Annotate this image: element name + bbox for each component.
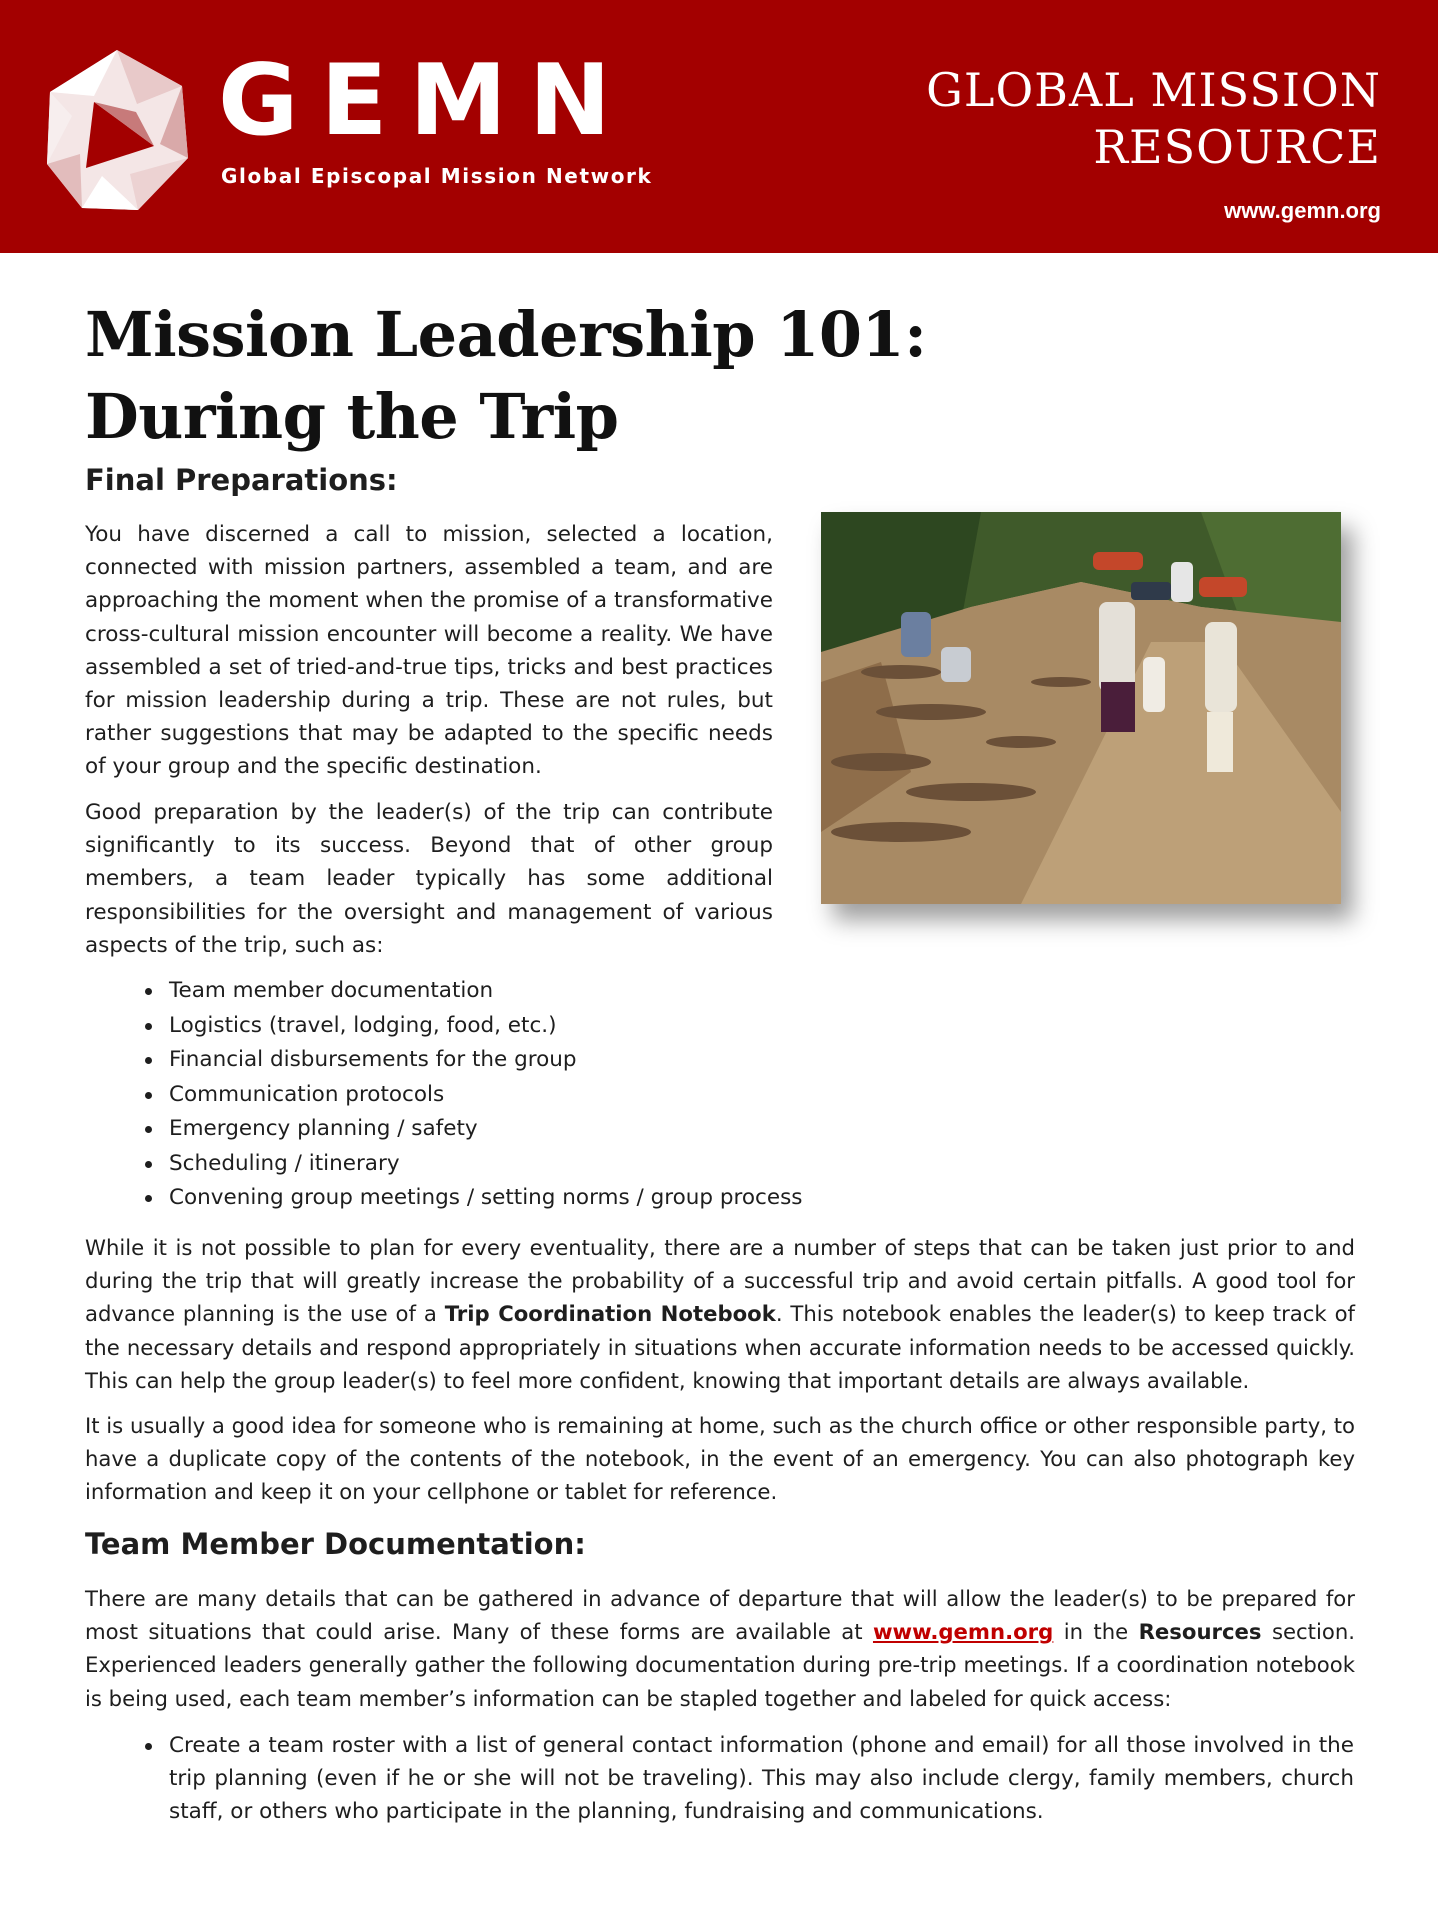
bullet-icon — [145, 1161, 152, 1168]
bullet-icon — [145, 1126, 152, 1133]
section-heading-final-preparations: Final Preparations: — [85, 463, 398, 497]
documentation-list — [85, 1729, 1354, 1829]
website-url[interactable]: www.gemn.org — [1224, 198, 1381, 223]
bullet-icon — [145, 1195, 152, 1202]
list-item: Emergency planning / safety — [85, 1112, 802, 1147]
bullet-icon — [145, 988, 152, 995]
mission-photo — [821, 512, 1341, 904]
list-item: Communication protocols — [85, 1078, 802, 1113]
notebook-term: Trip Coordination Notebook — [444, 1301, 776, 1327]
list-item: Team member documentation — [85, 974, 802, 1009]
page-title — [85, 294, 927, 458]
list-item: Scheduling / itinerary — [85, 1147, 802, 1182]
list-item: Logistics (travel, lodging, food, etc.) — [85, 1009, 802, 1044]
paragraph-preparation: Good preparation by the leader(s) of the trip can contribute significantly to its success. Beyond that of other group members, a team leader typically has some additional responsibilities for the oversight and management of various aspects of the trip, such as: — [85, 800, 773, 958]
list-item: Financial disbursements for the group — [85, 1043, 802, 1078]
hexagon-triangle-logo-icon — [42, 46, 192, 216]
paragraph-duplicate-copy: It is usually a good idea for someone who is remaining at home, such as the church office or other responsible party, to have a duplicate copy of the contents of the notebook, in the event of an emergency. You can also photograph key information and keep it on your cellphone or tablet for reference. — [85, 1413, 1355, 1505]
bullet-icon — [145, 1743, 152, 1750]
paragraph-notebook: While it is not possible to plan for every eventuality, there are a number of steps that can be taken just prior to and during the trip that will greatly increase the probability of a successful trip and avoid certain pitfalls. A good tool for advance planning is the use of a Trip Coordination Notebook. This notebook enables the leader(s) to keep track of the necessary details and respond appropriately in situations when accurate information needs to be accessed quickly. This can help the group leader(s) to feel more confident, knowing that important details are always available. — [85, 1235, 1355, 1393]
list-item: Convening group meetings / setting norms / group process — [85, 1181, 802, 1216]
header-banner — [0, 0, 1438, 253]
paragraph-documentation: There are many details that can be gathered in advance of departure that will allow the leader(s) to be prepared for most situations that could arise. Many of these forms are available at www.gemn.org in the Resources section. Experienced leaders generally gather the following documentation during pre-trip meetings. If a coordination notebook is being used, each team member’s information can be stapled together and labeled for quick access: — [85, 1586, 1355, 1711]
section-heading-team-documentation: Team Member Documentation: — [85, 1527, 586, 1561]
gemn-link[interactable]: www.gemn.org — [872, 1619, 1054, 1645]
bullet-icon — [145, 1092, 152, 1099]
paragraph-intro: You have discerned a call to mission, selected a location, connected with mission partners, assembled a team, and are approaching the moment when the promise of a transformative cross-cultural mission encounter will become a reality. We have assembled a set of tried-and-true tips, tricks and best practices for mission leadership during a trip. These are not rules, but rather suggestions that may be adapted to the specific needs of your group and the specific destination. — [85, 522, 773, 780]
road-work-photo-icon — [821, 512, 1341, 904]
brand-subtitle: Global Episcopal Mission Network — [221, 164, 653, 188]
resource-title: GLOBAL MISSION RESOURCE — [926, 63, 1381, 174]
bullet-icon — [145, 1057, 152, 1064]
page-title-line1: Mission Leadership 101: — [85, 298, 927, 371]
page-title-line2: During the Trip — [85, 380, 619, 453]
list-item: Create a team roster with a list of general contact information (phone and email) for all those involved in the trip planning (even if he or she will not be traveling). This may also include clergy, family members, church staff, or others who participate in the planning, fundraising and communications. — [85, 1729, 1354, 1829]
brand-name: GEMN — [218, 44, 633, 158]
responsibilities-list — [85, 974, 802, 1216]
bullet-icon — [145, 1023, 152, 1030]
resources-term: Resources — [1138, 1619, 1262, 1645]
